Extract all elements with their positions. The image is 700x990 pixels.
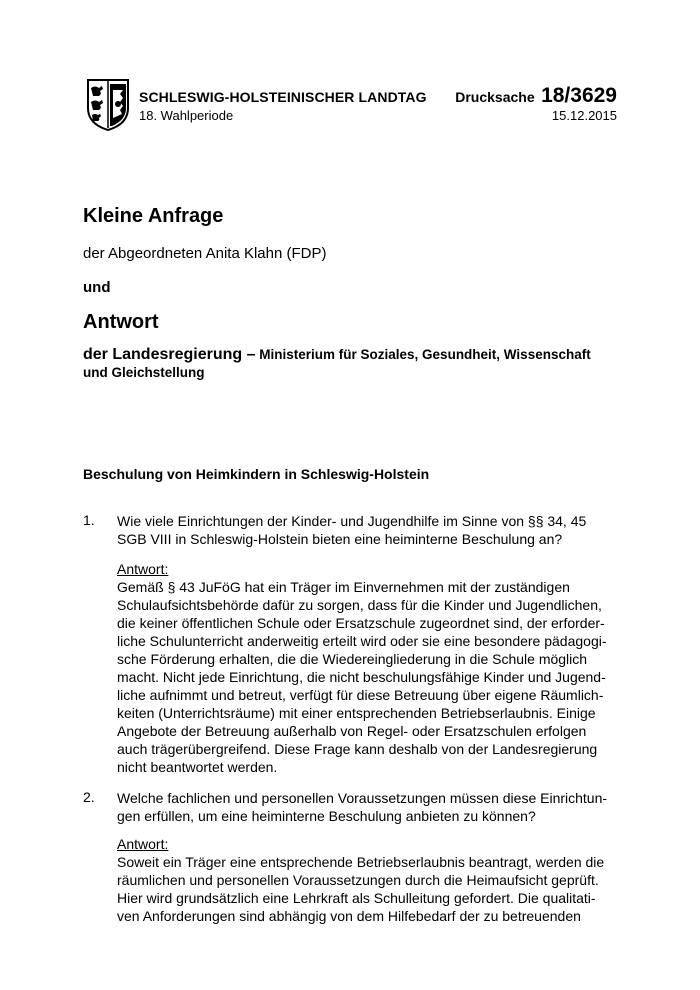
answer-1-text <box>117 578 617 776</box>
question-2-text <box>117 789 615 825</box>
topic-heading: Beschulung von Heimkindern in Schleswig-Holstein <box>83 466 430 482</box>
landesregierung-label: der Landesregierung – <box>83 346 256 363</box>
question-1-text <box>117 512 615 548</box>
heading-kleine-anfrage: Kleine Anfrage <box>83 205 224 227</box>
coat-of-arms-icon <box>86 78 130 132</box>
parliament-name: SCHLESWIG-HOLSTEINISCHER LANDTAG <box>139 89 427 105</box>
answer-line: räumlichen und personellen Voraussetzungen durch die Heimaufsicht geprüft. <box>117 872 599 888</box>
answer-line: ven Anforderungen sind abhängig von dem Hilfebedarf der zu betreuenden <box>117 908 581 924</box>
answer-line: die keiner öffentlichen Schule oder Ersatzschule zugeordnet sind, der erforder- <box>117 615 605 631</box>
question-1-number: 1. <box>83 512 95 528</box>
answer-line: sche Förderung erhalten, die die Wiedereingliederung in die Schule möglich <box>117 651 588 667</box>
drucksache <box>455 84 617 108</box>
answer-line: liche aufnimmt und betreut, verfügt für diese Betreuung über eigene Räumlich- <box>117 687 604 703</box>
answer-line: keiten (Unterrichtsräume) mit einer entsprechenden Betriebserlaubnis. Einige <box>117 705 596 721</box>
question-2-number: 2. <box>83 789 95 805</box>
answer-line: Schulaufsichtsbehörde dafür zu sorgen, dass für die Kinder und Jugendlichen, <box>117 597 602 613</box>
document-date: 15.12.2015 <box>551 108 617 123</box>
answer-2-text <box>117 853 617 925</box>
drucksache-number: 18/3629 <box>541 84 617 107</box>
answer-2-label: Antwort: <box>117 836 169 852</box>
question-line: gen erfüllen, um eine heiminterne Beschulung anbieten zu können? <box>117 808 536 824</box>
answer-line: Hier wird grundsätzlich eine Lehrkraft als Schulleitung gefordert. Die qualitati- <box>117 890 596 906</box>
heading-antwort: Antwort <box>83 311 159 333</box>
question-line: SGB VIII in Schleswig-Holstein bieten eine heiminterne Beschulung an? <box>117 531 563 547</box>
answer-line: Gemäß § 43 JuFöG hat ein Träger im Einvernehmen mit der zuständigen <box>117 579 570 595</box>
abgeordnete-line: der Abgeordneten Anita Klahn (FDP) <box>83 245 327 262</box>
answer-line: macht. Nicht jede Einrichtung, die nicht beschulungsfähige Kinder und Jugend- <box>117 669 606 685</box>
question-line: Welche fachlichen und personellen Voraussetzungen müssen diese Einrichtun- <box>117 790 608 806</box>
answer-line: auch trägerübergreifend. Diese Frage kann deshalb von der Landesregierung <box>117 741 598 757</box>
ministerium-line-1: Ministerium für Soziales, Gesundheit, Wissenschaft <box>259 347 591 362</box>
answer-line: nicht beantwortet werden. <box>117 759 278 775</box>
question-line: Wie viele Einrichtungen der Kinder- und Jugendhilfe im Sinne von §§ 34, 45 <box>117 513 587 529</box>
ministerium-line-2: und Gleichstellung <box>83 365 205 380</box>
answer-line: Soweit ein Träger eine entsprechende Betriebserlaubnis beantragt, werden die <box>117 854 605 870</box>
drucksache-label: Drucksache <box>455 89 535 105</box>
answer-1-label: Antwort: <box>117 561 169 577</box>
legislative-period: 18. Wahlperiode <box>139 108 234 123</box>
und-line: und <box>83 279 111 296</box>
landesregierung-line <box>83 346 623 382</box>
answer-line: liche Schulunterricht anderweitig erteilt wird oder sie eine besondere pädagogi- <box>117 633 607 649</box>
answer-line: Angebote der Betreuung außerhalb von Regel- oder Ersatzschulen erfolgen <box>117 723 587 739</box>
